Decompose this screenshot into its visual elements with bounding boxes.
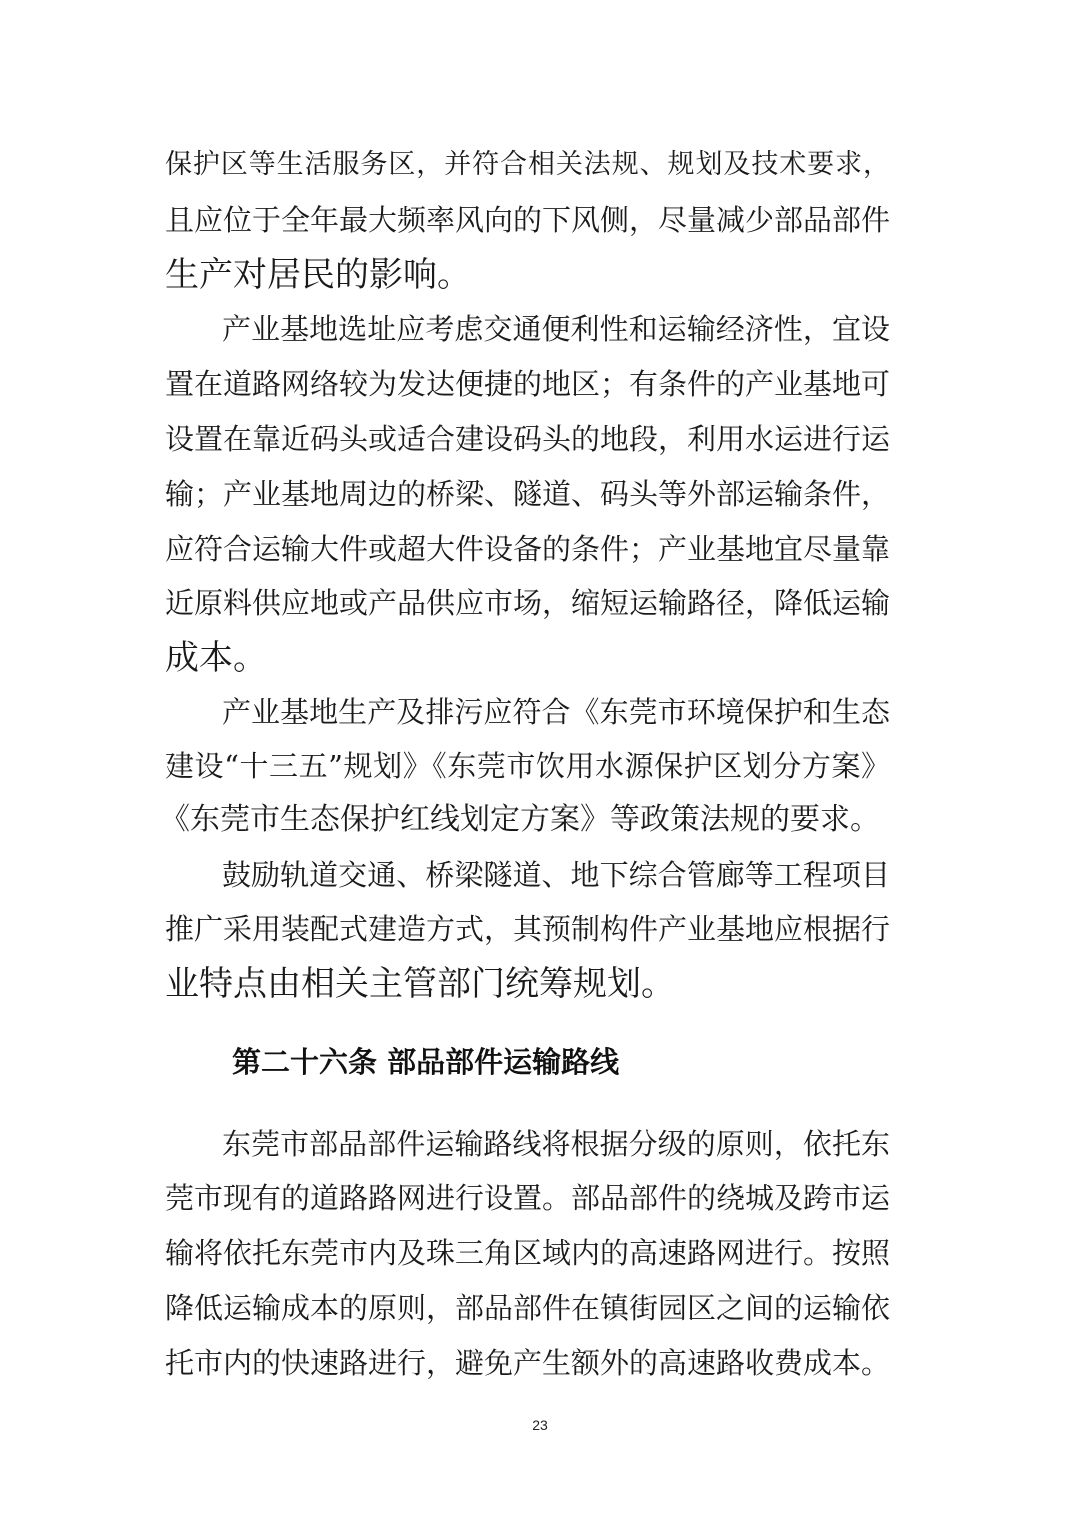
paragraph-first-line: 东莞市部品部件运输路线将根据分级的原则，依托东 [222,1127,890,1161]
text-line: 输将依托东莞市内及珠三角区域内的高速路网进行。按照 [165,1236,891,1270]
text-line: 设置在靠近码头或适合建设码头的地段，利用水运进行运 [165,422,891,456]
text-line: 输；产业基地周边的桥梁、隧道、码头等外部运输条件， [165,477,891,511]
text-line: 降低运输成本的原则，部品部件在镇街园区之间的运输依 [165,1291,891,1325]
text-line: 应符合运输大件或超大件设备的条件；产业基地宜尽量靠 [165,532,891,566]
text-line: 推广采用装配式建造方式，其预制构件产业基地应根据行 [165,912,891,946]
text-line: 建设“十三五”规划》《东莞市饮用水源保护区划分方案》 [165,749,890,783]
paragraph-first-line: 产业基地生产及排污应符合《东莞市环境保护和生态 [222,695,890,729]
section-heading: 第二十六条 部品部件运输路线 [232,1045,620,1079]
text-line: 成本。 [165,638,267,678]
text-line: 《东莞市生态保护红线划定方案》等政策法规的要求。 [160,802,880,837]
page-number: 23 [532,1417,548,1433]
text-line: 业特点由相关主管部门统筹规划。 [165,964,675,1004]
text-line: 近原料供应地或产品供应市场，缩短运输路径，降低运输 [165,586,891,620]
text-line: 且应位于全年最大频率风向的下风侧，尽量减少部品部件 [165,203,891,237]
paragraph-first-line: 产业基地选址应考虑交通便利性和运输经济性，宜设 [222,312,890,346]
text-line: 生产对居民的影响。 [165,255,471,295]
paragraph-first-line: 鼓励轨道交通、桥梁隧道、地下综合管廊等工程项目 [222,858,890,892]
text-line: 托市内的快速路进行，避免产生额外的高速路收费成本。 [165,1346,891,1380]
text-line: 保护区等生活服务区，并符合相关法规、规划及技术要求， [165,149,890,180]
text-line: 置在道路网络较为发达便捷的地区；有条件的产业基地可 [165,367,891,401]
text-line: 莞市现有的道路路网进行设置。部品部件的绕城及跨市运 [165,1181,891,1215]
